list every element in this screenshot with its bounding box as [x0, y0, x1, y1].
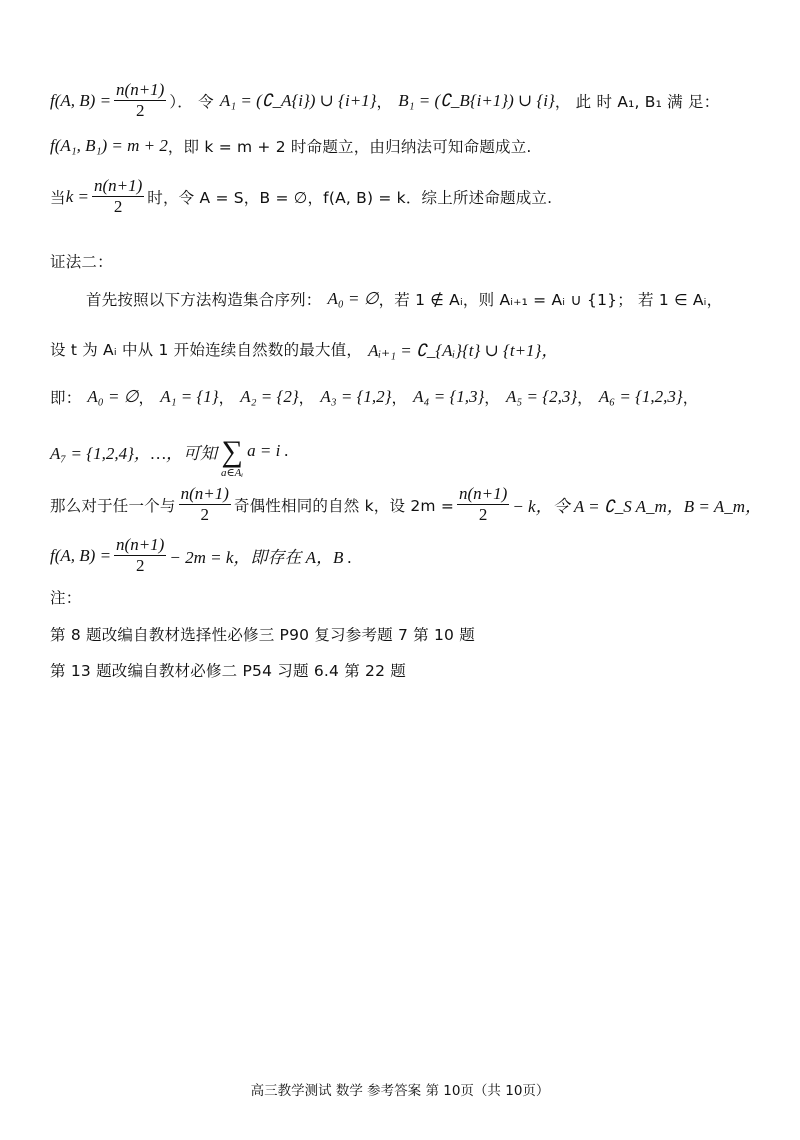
paragraph-parity: [50, 484, 762, 525]
note-label: 注：: [50, 589, 82, 607]
expr-a0-empty: A₀ = ∅: [327, 289, 379, 308]
summation-body: a = i .: [247, 441, 289, 460]
paragraph-sum: [50, 430, 289, 479]
text-rule: ，若 1 ∉ Aᵢ，则 Aᵢ₊₁ = Aᵢ ∪ {1}； 若 1 ∈ Aᵢ，: [378, 291, 723, 309]
paragraph-exists: [50, 535, 352, 576]
note-item-2: 第 13 题改编自教材必修二 P54 习题 6.4 第 22 题: [50, 662, 406, 680]
set-a0: A₀ = ∅: [87, 387, 139, 406]
line-1: [50, 80, 719, 121]
set-a6: A₆ = {1,2,3}: [598, 387, 683, 406]
expr-ai1-def: Aᵢ₊₁ = ∁_{Aᵢ}{t} ∪ {t+1}，: [368, 341, 559, 360]
set-a3: A₃ = {1,2}: [320, 387, 392, 406]
expr-f-ab-2: f(A, B) =: [50, 545, 112, 565]
text-at-this-time: ， 此 时 A₁, B₁ 满 足：: [554, 92, 720, 111]
text-when: 当: [50, 188, 66, 207]
paragraph-construct: [86, 288, 722, 310]
text-exists: − 2m = k，即存在 A，B .: [169, 548, 352, 567]
set-a1: A₁ = {1}: [160, 387, 219, 406]
fraction-n-n1-over-2: $\frac{n(n+1)}{2}$: [116, 80, 165, 120]
line-2: [50, 135, 532, 157]
text-construct: 首先按照以下方法构造集合序列：: [86, 291, 322, 309]
set-a4: A₄ = {1,3}: [413, 387, 485, 406]
separator: ，: [376, 92, 393, 111]
paragraph-sequence: 即： A₀ = ∅ ， A₁ = {1} ， A₂ = {2} ， A₃ = {1,2} ， A₄ = {1,3} ， A₅ = {2,3} ， A₆ = {1,2,3} ，: [50, 387, 699, 407]
set-a7-text: A₇ = {1,2,4}，…，可知: [50, 443, 217, 463]
line-3: [50, 176, 552, 217]
text-for-any: 那么对于任一个与: [50, 496, 176, 515]
proof-two-heading: 证法二：: [50, 253, 113, 271]
expr-f-a1-b1: f(A₁, B₁) = m + 2: [50, 136, 168, 155]
page-footer: 高三教学测试 数学 参考答案 第 10页（共 10页）: [250, 1083, 550, 1099]
expr-a1-def: A₁ = (∁_A{i}) ∪ {i+1}: [219, 90, 377, 110]
text-parity: 奇偶性相同的自然 k，设 2m =: [233, 496, 455, 515]
fraction-n-n1-over-2: $\frac{n(n+1)}{2}$: [116, 535, 165, 575]
fraction-n-n1-over-2: $\frac{n(n+1)}{2}$: [180, 484, 229, 524]
text-define-t: 设 t 为 Aᵢ 中从 1 开始连续自然数的最大值，: [50, 340, 363, 359]
fraction-n-n1-over-2: $\frac{n(n+1)}{2}$: [93, 176, 143, 216]
text-induction: ，即 k = m + 2 时命题立，由归纳法可知命题成立.: [167, 138, 532, 156]
set-a5: A₅ = {2,3}: [506, 387, 578, 406]
expr-b1-def: B₁ = (∁_B{i+1}) ∪ {i}: [398, 90, 555, 110]
summation-symbol: ∑ a∈Aᵢ: [220, 435, 244, 479]
note-item-1: 第 8 题改编自教材选择性必修三 P90 复习参考题 7 第 10 题: [50, 626, 475, 644]
text-conclusion: 时，令 A = S，B = ∅，f(A, B) = k．综上所述命题成立.: [147, 188, 553, 207]
text-namely: 即：: [50, 389, 82, 407]
text-let: ）． 令: [169, 92, 214, 111]
paragraph-define-t: [50, 336, 558, 361]
fraction-n-n1-over-2-second: $\frac{n(n+1)}{2}$: [459, 484, 508, 524]
expr-k-eq: k =: [65, 186, 89, 206]
expr-f-ab: f(A, B) =: [50, 90, 112, 110]
text-let-ab: − k，令 A = ∁_S A_m，B = A_m，: [512, 497, 763, 516]
set-a2: A₂ = {2}: [240, 387, 299, 406]
summation-limit: a∈Aᵢ: [220, 467, 244, 479]
